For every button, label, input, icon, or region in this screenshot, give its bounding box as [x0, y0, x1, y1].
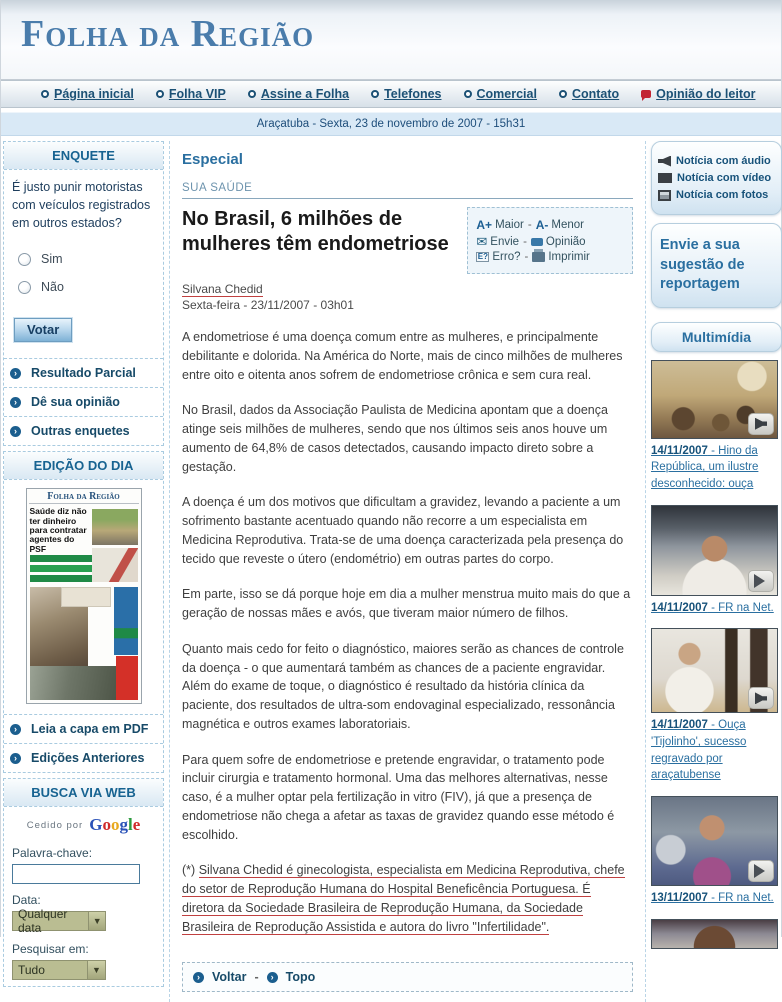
play-overlay-icon: [748, 570, 774, 592]
left-sidebar: [3, 141, 164, 992]
photo-icon: [658, 190, 671, 201]
article-kicker: SUA SAÚDE: [182, 182, 253, 194]
audio-overlay-icon: [748, 413, 774, 435]
tool-label: Imprimir: [548, 251, 590, 263]
web-search-box: [3, 778, 164, 987]
article-paragraph: Para quem sofre de endometriose e pretende engravidar, o tratamento pode incluir cirurgia e tratamento hormonal. Uma das melhores alternativas, nesse caso, é a mulher optar pela fertilização in vitro (FIV), já que a presença de endometriose não chega a afetar as taxas de gravidez quando esse método é escolhido.: [182, 752, 615, 842]
bullet-icon: [559, 90, 567, 98]
send-email-button[interactable]: [476, 235, 519, 248]
article-headline: No Brasil, 6 milhões de mulheres têm endometriose: [182, 208, 449, 255]
edition-title: EDIÇÃO DO DIA: [4, 452, 163, 480]
media-link-label: Notícia com áudio: [676, 155, 771, 167]
author-credits-link[interactable]: Silvana Chedid é ginecologista, especialista em Medicina Reprodutiva, chefe do setor de Reprodução Humana do Hospital Beneficência Portuguesa. É diretora da Sociedade Brasileira de Reprodução Humana, da Sociedade Brasileira de Reprodução Assistida e autora do livro "Infertilidade".: [182, 863, 625, 934]
separator: -: [254, 970, 259, 985]
nav-item-telefones[interactable]: [371, 87, 441, 101]
multimedia-date: 13/11/2007: [651, 892, 708, 905]
separator: -: [523, 235, 527, 248]
date-bar: [1, 112, 781, 136]
vote-button[interactable]: Votar: [14, 318, 72, 342]
report-error-button[interactable]: [476, 251, 520, 263]
masthead-banner: [1, 0, 781, 80]
font-smaller-icon: A-: [535, 218, 549, 232]
chevron-down-icon[interactable]: ▼: [88, 912, 105, 930]
news-with-video-link[interactable]: [658, 172, 775, 184]
arrow-bullet-icon: ›: [10, 753, 21, 764]
multimedia-text: - FR na Net.: [707, 601, 774, 614]
font-smaller-button[interactable]: [536, 218, 584, 232]
cover-red-box: [116, 656, 138, 700]
scope-filter-label: Pesquisar em:: [12, 942, 89, 957]
nav-item-pagina-inicial[interactable]: [41, 87, 134, 101]
article-credits: [182, 861, 633, 936]
sidebar-link-de-sua-opiniao[interactable]: [4, 387, 163, 416]
arrow-bullet-icon: ›: [10, 426, 21, 437]
print-button[interactable]: [532, 251, 590, 263]
nav-item-folha-vip[interactable]: [156, 87, 226, 101]
sidebar-link-label: Dê sua opinião: [31, 395, 120, 410]
error-report-icon: E?: [477, 252, 488, 261]
date-filter-label: Data:: [12, 893, 41, 908]
news-with-audio-link[interactable]: [658, 155, 775, 167]
cover-green-bar: [30, 575, 92, 582]
tool-label: Opinião: [545, 235, 586, 248]
tool-label: Menor: [551, 219, 584, 231]
sidebar-link-resultado-parcial[interactable]: [4, 358, 163, 387]
bullet-icon: [371, 90, 379, 98]
story-suggestion-button[interactable]: Envie a sua sugestão de reportagem: [651, 223, 782, 308]
nav-item-label: Folha VIP: [168, 87, 226, 101]
media-link-label: Notícia com vídeo: [677, 172, 772, 184]
sidebar-link-label: Edições Anteriores: [31, 751, 145, 766]
cover-green-bar: [30, 565, 92, 572]
nav-item-label: Assine a Folha: [260, 87, 350, 101]
nav-item-label: Comercial: [476, 87, 537, 101]
tool-label: Erro?: [492, 251, 521, 263]
multimedia-link[interactable]: [651, 717, 782, 784]
publish-date: Sexta-feira - 23/11/2007 - 03h01: [182, 298, 354, 312]
article-paragraph: A doença é um dos motivos que dificultam a gravidez, levando a paciente a um sofrimento bastante acentuado quando não recorre a um especialista em Medicina Reprodutiva. Trata-se de uma doença caracterizada pela presença do tecido que reveste o útero (endométrio) em outras partes do corpo.: [182, 495, 624, 566]
arrow-bullet-icon: ›: [267, 972, 278, 983]
bullet-icon: [248, 90, 256, 98]
nav-item-assine-a-folha[interactable]: [248, 87, 349, 101]
chevron-down-icon[interactable]: ▼: [87, 961, 105, 979]
cover-blue-column: [114, 587, 138, 655]
cover-photo-street: [92, 509, 138, 545]
article-column: [169, 141, 646, 1002]
arrow-bullet-icon: ›: [10, 368, 21, 379]
divider: [182, 198, 633, 199]
envelope-icon: ✉: [476, 234, 488, 249]
poll-box: [3, 141, 164, 446]
edition-box: [3, 451, 164, 773]
nav-item-opiniao-do-leitor[interactable]: [641, 87, 755, 101]
article-paragraph: A endometriose é uma doença comum entre as mulheres, e principalmente debilitante e dolorida. Na América do Norte, mais de cinco milhões de mulheres entre oito e oitenta anos sofrem de endometriose crônica e sem cura real.: [182, 330, 623, 382]
speaker-icon: [658, 156, 671, 167]
cover-headline: Saúde diz não ter dinheiro para contratar agentes do PSF: [29, 506, 87, 554]
multimedia-thumbnail-partial[interactable]: [651, 919, 778, 949]
arrow-bullet-icon: ›: [10, 397, 21, 408]
poll-option-label: Sim: [41, 252, 63, 267]
multimedia-link[interactable]: [651, 600, 782, 617]
credits-prefix: (*): [182, 863, 196, 878]
date-filter-select[interactable]: [12, 907, 106, 936]
nav-item-comercial[interactable]: [464, 87, 537, 101]
author-link[interactable]: Silvana Chedid: [182, 282, 263, 296]
scope-filter-select[interactable]: [12, 960, 106, 980]
bullet-icon: [156, 90, 164, 98]
site-logo[interactable]: Folha da Região: [21, 13, 315, 55]
nav-item-label: Telefones: [384, 87, 442, 101]
bullet-icon: [41, 90, 49, 98]
multimedia-thumbnail-audio[interactable]: [651, 360, 778, 439]
arrow-bullet-icon: ›: [10, 724, 21, 735]
multimedia-thumbnail-video[interactable]: [651, 796, 778, 886]
right-sidebar: [651, 141, 782, 953]
article-body: [182, 328, 633, 936]
poll-option-nao[interactable]: [18, 280, 155, 294]
speech-bubble-icon: [531, 238, 543, 246]
multimedia-text: - Hino da República, um ilustre desconhecido: ouça: [651, 444, 759, 491]
font-bigger-icon: A+: [476, 218, 493, 232]
multimedia-thumbnail-video[interactable]: [651, 505, 778, 596]
multimedia-date: 14/11/2007: [651, 601, 708, 614]
play-icon: [754, 574, 772, 588]
search-title: BUSCA VIA WEB: [4, 779, 163, 807]
multimedia-text: - Ouça 'Tijolinho', sucesso regravado por araçatubense: [651, 719, 747, 782]
cover-green-bar: [30, 555, 92, 562]
cover-masthead: Folha da Região: [29, 491, 139, 504]
multimedia-date: 14/11/2007: [651, 444, 708, 457]
sidebar-link-outras-enquetes[interactable]: [4, 416, 163, 445]
sidebar-link-label: Leia a capa em PDF: [31, 722, 149, 737]
cover-text-block: [61, 587, 111, 607]
newspaper-cover-thumbnail[interactable]: [26, 488, 142, 704]
byline: [182, 282, 633, 296]
media-link-label: Notícia com fotos: [676, 189, 769, 201]
article-tools-box: [467, 207, 633, 274]
opinion-button[interactable]: [531, 236, 586, 248]
tool-label: Maior: [495, 219, 524, 231]
article-paragraph: No Brasil, dados da Associação Paulista de Medicina apontam que a doença atinge seis milhões de mulheres, sendo que nos últimos seis anos houve um aumento de 64,8% de casos detectados, causando impacto direto sobre a gestação.: [182, 403, 608, 474]
font-bigger-button[interactable]: [476, 218, 523, 232]
nav-item-label: Opinião do leitor: [656, 87, 756, 101]
poll-option-label: Não: [41, 280, 64, 295]
cover-photo-cars: [30, 666, 116, 700]
article-footer-bar: [182, 962, 633, 992]
arrow-bullet-icon: ›: [193, 972, 204, 983]
search-credit-label: Cedido por: [26, 819, 84, 831]
select-value: Tudo: [18, 963, 45, 978]
play-overlay-icon: [748, 860, 774, 882]
multimedia-title: Multimídia: [651, 322, 782, 352]
poll-option-sim[interactable]: [18, 252, 155, 266]
back-link[interactable]: Voltar: [212, 970, 247, 985]
nav-item-label: Contato: [571, 87, 620, 101]
cover-photo-office: [92, 548, 138, 582]
article-paragraph: Em parte, isso se dá porque hoje em dia a mulher menstrua muito mais do que a geração de nossas mães e avós, que tiveram maior número de filhos.: [182, 587, 631, 620]
news-with-photos-link[interactable]: [658, 189, 775, 201]
google-logo: Google: [89, 815, 141, 835]
radio-button[interactable]: [18, 281, 31, 294]
poll-question: É justo punir motoristas com veículos registrados em outros estados?: [12, 180, 151, 231]
bullet-icon: [464, 90, 472, 98]
speaker-icon: [755, 418, 767, 430]
multimedia-date: 14/11/2007: [651, 719, 708, 732]
tool-label: Envie: [490, 235, 520, 248]
audio-overlay-icon: [748, 687, 774, 709]
multimedia-thumbnail-audio[interactable]: [651, 628, 778, 713]
keyword-input[interactable]: [12, 864, 140, 884]
article-paragraph: Quanto mais cedo for feito o diagnóstico, maiores serão as chances de controle da doença - o que aumentará também as chances de a paciente engravidar. Além do exame de toque, o diagnóstico é resultado da história clínica da paciente, dos resultados de ultra-som endovaginal especializado, ressonância magnética e outros exames laboratoriais.: [182, 641, 624, 731]
nav-item-label: Página inicial: [54, 87, 134, 101]
speaker-icon: [755, 692, 767, 704]
separator: -: [527, 219, 532, 231]
nav-item-contato[interactable]: [559, 87, 619, 101]
keyword-label: Palavra-chave:: [12, 846, 93, 861]
multimedia-link[interactable]: [651, 890, 782, 907]
sidebar-link-label: Resultado Parcial: [31, 366, 136, 381]
play-icon: [754, 864, 772, 878]
video-camera-icon: [658, 173, 672, 183]
sidebar-link-label: Outras enquetes: [31, 424, 130, 439]
multimedia-link[interactable]: [651, 443, 782, 493]
separator: -: [524, 251, 529, 263]
multimedia-text: - FR na Net.: [707, 892, 774, 905]
select-value: Qualquer data: [18, 907, 68, 936]
sidebar-link-capa-pdf[interactable]: [4, 714, 163, 743]
printer-icon: [532, 252, 545, 262]
section-title: Especial: [182, 151, 243, 168]
radio-button[interactable]: [18, 253, 31, 266]
sidebar-link-edicoes-anteriores[interactable]: [4, 743, 163, 772]
speech-bubble-icon: [641, 90, 651, 98]
top-link[interactable]: Topo: [285, 970, 316, 985]
poll-title: ENQUETE: [4, 142, 163, 170]
media-formats-box: [651, 141, 782, 215]
date-text: Araçatuba - Sexta, 23 de novembro de 2007 - 15h31: [256, 118, 526, 130]
main-navigation: [1, 80, 781, 108]
